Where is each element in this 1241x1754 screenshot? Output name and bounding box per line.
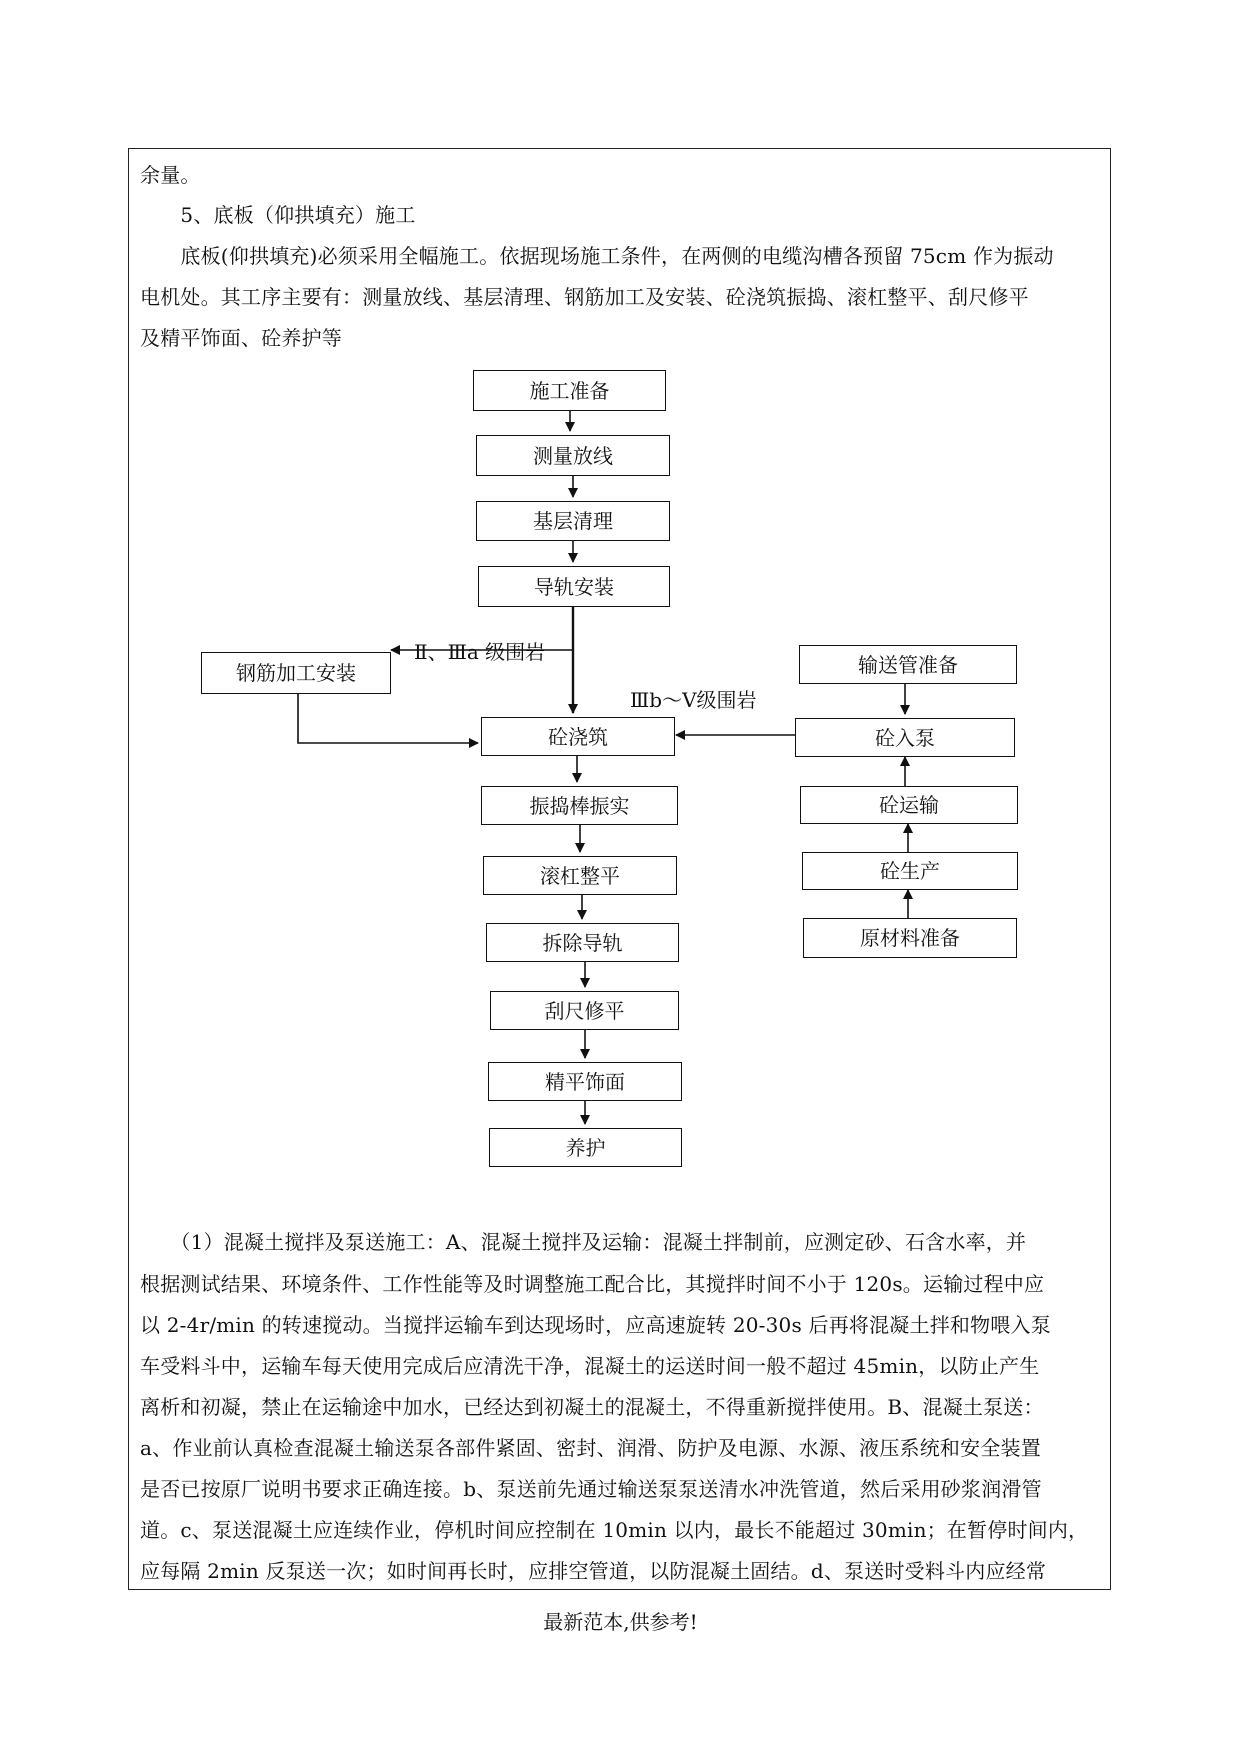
flow-step-vibrating: 振捣棒振实 (481, 786, 678, 825)
para-line-7: 是否已按原厂说明书要求正确连接。b、泵送前先通过输送泵泵送清水冲洗管道，然后采用砂浆润滑管 (140, 1477, 1042, 1501)
para-line-6: a、作业前认真检查混凝土输送泵各部件紧固、密封、润滑、防护及电源、水源、液压系统和安全装置 (140, 1436, 1041, 1460)
para-line-5: 离析和初凝，禁止在运输途中加水，已经达到初凝土的混凝土，不得重新搅拌使用。B、混凝土泵送： (140, 1395, 1044, 1419)
flow-step-concrete-pouring: 砼浇筑 (481, 717, 675, 756)
text-line-1: 余量。 (140, 163, 201, 187)
section-heading: 5、底板（仰拱填充）施工 (140, 203, 416, 227)
para-line-4: 车受料斗中，运输车每天使用完成后应清洗干净，混凝土的运送时间一般不超过 45min，以防止产生 (140, 1354, 1040, 1378)
page-footer: 最新范本,供参考! (543, 1610, 698, 1634)
flow-step-curing: 养护 (489, 1128, 682, 1167)
flow-step-raw-materials: 原材料准备 (803, 918, 1017, 958)
flow-step-remove-rail: 拆除导轨 (486, 923, 679, 962)
flow-step-base-cleaning: 基层清理 (476, 501, 670, 541)
para-line-3: 以 2-4r/min 的转速搅动。当搅拌运输车到达现场时，应高速旋转 20-30s 后再将混凝土拌和物喂入泵 (140, 1313, 1051, 1337)
label-rock-grade-right: Ⅲb～Ⅴ级围岩 (630, 688, 757, 712)
flow-step-guide-rail-install: 导轨安装 (478, 566, 670, 607)
text-line-5: 及精平饰面、砼养护等 (140, 326, 342, 350)
para-line-9: 应每隔 2min 反泵送一次；如时间再长时，应排空管道，以防混凝土固结。d、泵送时受料斗内应经常 (140, 1559, 1047, 1583)
label-rock-grade-left: Ⅱ、Ⅲa 级围岩 (414, 640, 546, 664)
flow-step-screed: 刮尺修平 (490, 991, 679, 1030)
flow-step-roller-leveling: 滚杠整平 (483, 856, 677, 895)
flow-step-pipe-prep: 输送管准备 (799, 645, 1017, 684)
flow-step-preparation: 施工准备 (473, 370, 666, 411)
flow-step-transport: 砼运输 (800, 786, 1018, 824)
text-line-4: 电机处。其工序主要有：测量放线、基层清理、钢筋加工及安装、砼浇筑振捣、滚杠整平、刮尺修平 (140, 285, 1029, 309)
para-line-1: （1）混凝土搅拌及泵送施工：A、混凝土搅拌及运输：混凝土拌制前，应测定砂、石含水率，并 (140, 1230, 1027, 1254)
flow-step-pump-feed: 砼入泵 (795, 718, 1015, 757)
flow-step-production: 砼生产 (802, 852, 1018, 890)
flow-step-finishing: 精平饰面 (488, 1062, 682, 1101)
flow-step-survey: 测量放线 (476, 435, 670, 476)
para-line-8: 道。c、泵送混凝土应连续作业，停机时间应控制在 10min 以内，最长不能超过 30min；在暂停时间内， (140, 1518, 1089, 1542)
text-line-3: 底板(仰拱填充)必须采用全幅施工。依据现场施工条件，在两侧的电缆沟槽各预留 75cm 作为振动 (140, 244, 1054, 268)
para-line-2: 根据测试结果、环境条件、工作性能等及时调整施工配合比，其搅拌时间不小于 120s。运输过程中应 (140, 1272, 1045, 1296)
flow-step-rebar: 钢筋加工安装 (201, 652, 391, 694)
